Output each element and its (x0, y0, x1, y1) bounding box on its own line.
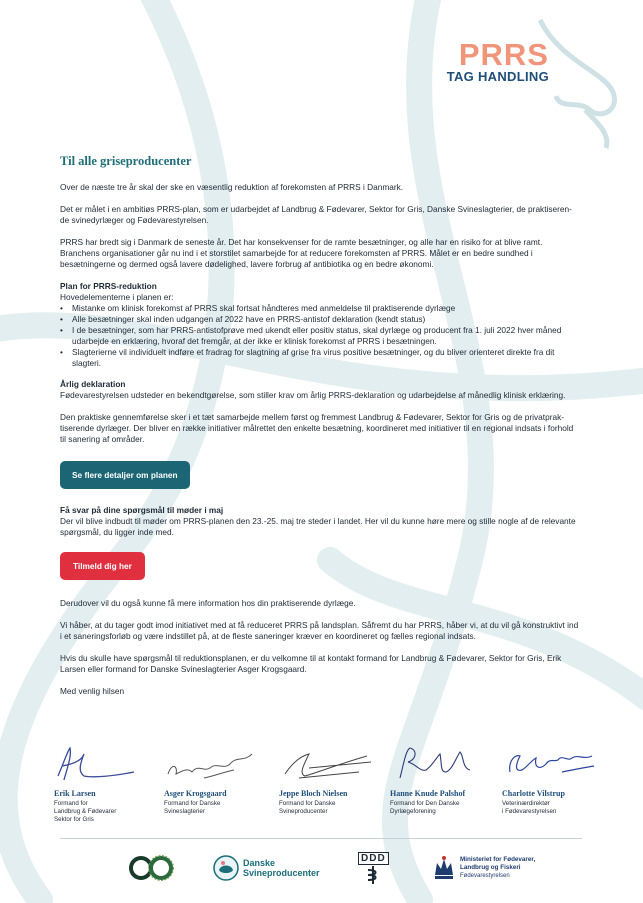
plan-item: • Alle besætninger skal inden udgangen af 2022 have en PRRS-antistof deklaration (kendt status) (60, 314, 580, 325)
goal-paragraph: Det er målet i en ambitiøs PRRS-plan, som er udarbejdet af Landbrug & Fødevarer, Sektor for Gris, Danske Svineslagterier, de praktiseren-de svinedyrlæger og Fødevarestyrelsen. (60, 204, 572, 225)
landbrug-foedevarer-logo (128, 848, 174, 888)
signatory-role: Formand for Landbrug & Fødevarer Sektor for Gris (54, 800, 117, 823)
letter-body (60, 156, 580, 708)
signatures (54, 742, 614, 837)
serpent-icon (363, 865, 383, 885)
signatory-name: Hanne Knude Palshof (390, 789, 466, 798)
plan-item: • Mistanke om klinisk forekomst af PRRS skal fortsat håndteres med anmeldelse til praktiserende dyrlæge (60, 303, 580, 314)
logo-prrs-text: PRRS (458, 37, 549, 72)
footer-ddd-text: DDD (358, 852, 389, 865)
footer-ds-line1: Danske (243, 858, 276, 868)
danske-svineproducenter-logo (212, 848, 320, 888)
signatory-role: Formand for Den Danske Dyrlægeforening (390, 800, 460, 815)
meetings-paragraph: Der vil blive indbudt til møder om PRRS-planen den 23.-25. maj tre steder i landet. Her vil du kunne høre mere og stille nogle af de relevante spørgsmål, du ligger inde med. (60, 516, 576, 537)
intro-paragraph: Over de næste tre år skal der ske en væsentlig reduktion af forekomsten af PRRS i Danmark. (60, 182, 404, 192)
plan-list (60, 303, 580, 369)
rings-icon (128, 855, 174, 881)
plan-intro: Hovedelementerne i planen er: (60, 292, 174, 302)
footer-min-line2: Landbrug og Fiskeri (460, 864, 521, 872)
signatory-name: Charlotte Vilstrup (502, 789, 565, 798)
meetings-heading: Få svar på dine spørgsmål til møder i maj (60, 505, 224, 515)
signature-image (502, 742, 602, 786)
signatory (164, 742, 269, 816)
signatory-role: Veterinærdirektør i Fødevarestyrelsen (502, 800, 557, 815)
plan-heading: Plan for PRRS-reduktion (60, 281, 157, 291)
practical-paragraph: Den praktiske gennemførelse sker i et tæt samarbejde mellem først og fremmest Landbrug & Fødevarer, Sektor for Gris og de privatprak-tiserende dyrlæger. Der bliver en række initiativer målrettet den enkelte besætning, koordineret med initiativer til en regional indsats i forhold til sanering af områder. (60, 412, 574, 444)
signature-image (390, 742, 490, 786)
plan-item: • I de besætninger, som har PRRS-antistofprøve med ukendt eller positiv status, skal dyrlæge og producent fra 1. juli 2022 hver måned udarbejde en erklæring, hvoraf det fremgår, at der ikke er klinisk forekomst af PRRS i besætningen. (60, 325, 580, 347)
signatory (279, 742, 384, 816)
page-title: Til alle griseproducenter (60, 154, 192, 168)
signup-button[interactable]: Tilmeld dig her (60, 552, 145, 580)
ministry-logo (432, 848, 535, 888)
signatory-name: Jeppe Bloch Nielsen (279, 789, 348, 798)
signature-image (54, 742, 154, 786)
footer-min-line3: Fødevarestyrelsen (460, 872, 510, 879)
signatory-name: Asger Krogsgaard (164, 789, 227, 798)
signature-image (164, 742, 264, 786)
footer-logos (0, 848, 643, 888)
signatory-role: Formand for Danske Svineproducenter (279, 800, 336, 815)
pig-icon (212, 854, 240, 882)
greeting: Med venlig hilsen (60, 686, 125, 696)
annual-heading: Årlig deklaration (60, 379, 126, 389)
annual-paragraph: Fødevarestyrelsen udsteder en bekendtgørelse, som stiller krav om årlig PRRS-deklaration og udarbejdelse af månedlig klinisk erklæring. (60, 390, 566, 400)
plan-details-button[interactable]: Se flere detaljer om planen (60, 461, 190, 489)
signatory-name: Erik Larsen (54, 789, 96, 798)
signature-image (279, 742, 379, 786)
signatory (390, 742, 495, 816)
signatory (54, 742, 159, 824)
questions-paragraph: Hvis du skulle have spørgsmål til reduktionsplanen, er du velkomne til at kontakt formand for Landbrug & Fødevarer, Sektor for Gris, Erik Larsen eller formand for Danske Svineslagterier Asger Krogsgaard. (60, 653, 562, 674)
footer-ds-line2: Svineproducenter (243, 868, 320, 878)
vet-info-paragraph: Derudover vil du også kunne få mere information hos din praktiserende dyrlæge. (60, 598, 356, 608)
signatory (502, 742, 607, 816)
plan-item: • Slagterierne vil individuelt indføre et fradrag for slagtning af grise fra virus positive besætninger, og du bliver orienteret direkte fra dit slagteri. (60, 347, 580, 369)
signatory-role: Formand for Danske Svineslagterier (164, 800, 221, 815)
logo-tag-text: TAG HANDLING (446, 69, 549, 84)
prrs-logo (446, 37, 549, 84)
footer-min-line1: Ministeriet for Fødevarer, (460, 855, 536, 863)
background-paragraph: PRRS har bredt sig i Danmark de seneste år. Det har konsekvenser for de ramte besætninger, og alle har en risiko for at blive ramt. Branchens organisationer går nu ind i et storstilet samarbejde for at reducere forekomsten af PRRS. Målet er en bedre sundhed i besætningerne og dermed også lavere dødelighed, lavere forbrug af antibiotika og en bedre økonomi. (60, 237, 543, 269)
ddd-logo (358, 848, 389, 888)
footer-divider (60, 838, 582, 839)
crown-icon (432, 855, 456, 881)
hope-paragraph: Vi håber, at du tager godt imod initiativet med at få reduceret PRRS på landsplan. Såfremt du har PRRS, håber vi, at du vil gå konstruktivt ind i et saneringsforløb og være indstillet på, at de fleste saneringer kræver en koordineret og fælles regional indsats. (60, 620, 579, 641)
